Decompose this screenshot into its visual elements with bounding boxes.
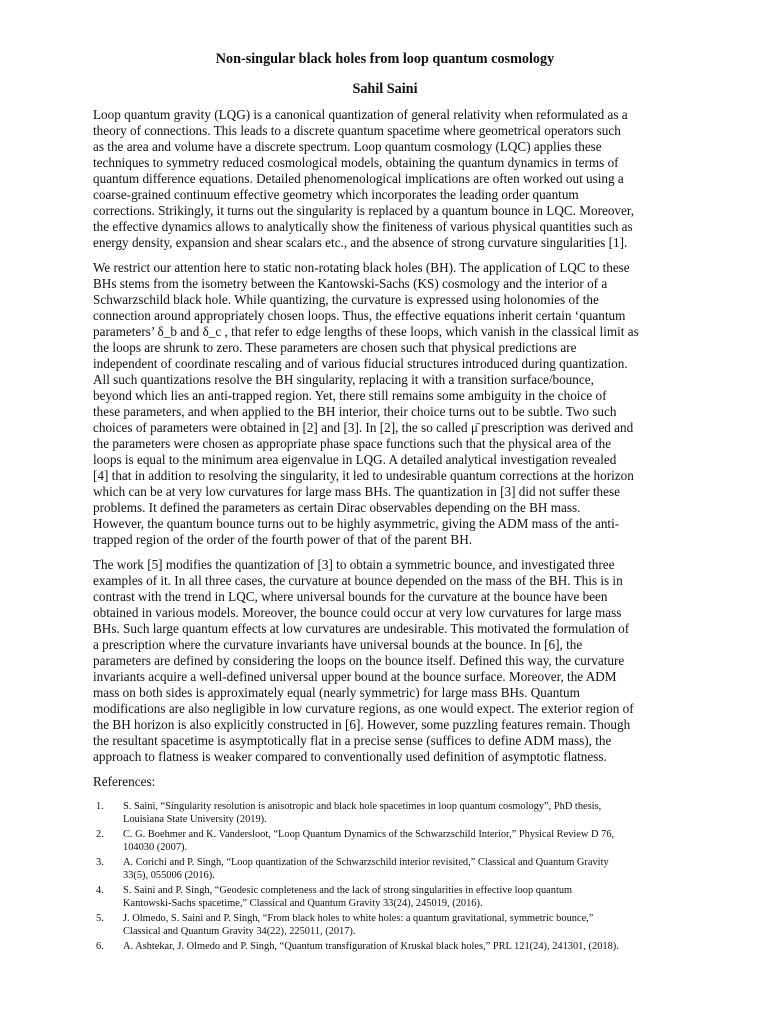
text-line: [4] that in addition to resolving the singularity, it led to undesirable quantum corrections at the horizon [93,468,634,483]
reference-number: 4. [96,885,104,896]
references-heading: References: [93,774,156,789]
text-line: the resultant spacetime is asymptotically flat in a precise sense (suffices to define ADM mass), the [93,733,612,748]
text-line: However, the quantum bounce turns out to be highly asymmetric, giving the ADM mass of the anti- [93,516,620,531]
text-line: which can be at very low curvatures for large mass BHs. The quantization in [3] did not suffer these [93,484,620,499]
text-line: energy density, expansion and shear scalars etc., and the absence of strong curvature singularities [1]. [93,235,628,250]
reference-item [96,941,680,954]
reference-number: 3. [96,857,104,868]
text-line: the loops are shrunk to zero. These parameters are chosen such that physical predictions are [93,340,577,355]
text-line: coarse-grained continuum effective geometry which incorporates the leading order quantum [93,187,579,202]
reference-line: 104030 (2007). [123,841,188,853]
text-line: BHs. Such large quantum effects at low curvatures are undesirable. This motivated the formulation of [93,621,630,636]
text-line: quantum difference equations. Detailed phenomenological implications are often worked out using a [93,171,624,186]
reference-line: S. Saini and P. Singh, “Geodesic completeness and the lack of strong singularities in effective loop quantum [123,885,573,896]
text-line: independent of coordinate rescaling and of various fiducial structures introduced during quantization. [93,356,628,371]
reference-line: S. Saini, “Singularity resolution is anisotropic and black hole spacetimes in loop quantum cosmology”, PhD thesis, [123,801,602,812]
text-line: the BH horizon is also explicitly constructed in [6]. However, some puzzling features remain. Though [93,717,631,732]
text-line: the effective dynamics allows to analytically show the finiteness of various physical quantities such as [93,219,633,234]
reference-item [96,913,680,938]
reference-line: Classical and Quantum Gravity 34(22), 225011, (2017). [123,925,356,937]
text-line: examples of it. In all three cases, the curvature at bounce depended on the mass of the BH. This is in [93,573,623,588]
text-line: The work [5] modifies the quantization of [3] to obtain a symmetric bounce, and investigated three [93,557,615,572]
body-text [93,107,677,765]
reference-line: A. Ashtekar, J. Olmedo and P. Singh, “Quantum transfiguration of Kruskal black holes,” PRL 121(24), 241301, (2018). [123,941,619,952]
text-line: connection around appropriately chosen loops. Thus, the effective equations inherit certain ‘quantum [93,308,626,323]
reference-item [96,801,680,826]
text-line: obtained in various models. Moreover, the bounce could occur at very low curvatures for large mass [93,605,622,620]
author-name: Sahil Saini [352,81,418,97]
text-line: Schwarzschild black hole. While quantizing, the curvature is expressed using holonomies of the [93,292,599,307]
text-line: techniques to symmetry reduced cosmological models, obtaining the quantum dynamics in terms of [93,155,619,170]
text-line: as the area and volume have a discrete spectrum. Loop quantum cosmology (LQC) applies these [93,139,602,154]
text-line: a prescription where the curvature invariants have universal bounds at the bounce. In [6], the [93,637,583,652]
text-line: approach to flatness is weaker compared to conventionally used definition of asymptotic flatness. [93,749,607,764]
text-line: the parameters were chosen as appropriate phase space functions such that the physical area of the [93,436,612,451]
paragraph [93,557,677,765]
text-line: Loop quantum gravity (LQG) is a canonical quantization of general relativity when reformulated as a [93,107,628,122]
reference-number: 5. [96,913,104,924]
reference-item [96,885,680,910]
text-line: corrections. Strikingly, it turns out the singularity is replaced by a quantum bounce in LQC. Moreover, [93,203,635,218]
text-line: invariants acquire a well-defined universal upper bound at the bounce surface. Moreover, the ADM [93,669,617,684]
paper-title: Non-singular black holes from loop quantum cosmology [215,51,555,67]
paragraph [93,107,677,251]
text-line: parameters’ δ_b and δ_c , that refer to edge lengths of these loops, which vanish in the classical limit as [93,324,639,339]
text-line: All such quantizations resolve the BH singularity, replacing it with a transition surface/bounce, [93,372,594,387]
text-line: problems. It defined the parameters as certain Dirac observables depending on the BH mass. [93,500,581,515]
reference-item [96,829,680,854]
reference-line: 33(5), 055006 (2016). [123,869,215,881]
paper-page [93,50,677,957]
reference-line: J. Olmedo, S. Saini and P. Singh, “From black holes to white holes: a quantum gravitational, symmetric bounce,” [123,913,594,924]
paragraph [93,260,677,548]
reference-line: Louisiana State University (2019). [123,813,267,825]
text-line: We restrict our attention here to static non-rotating black holes (BH). The application of LQC to these [93,260,630,275]
text-line: theory of connections. This leads to a discrete quantum spacetime where geometrical operators such [93,123,621,138]
reference-line: C. G. Boehmer and K. Vandersloot, “Loop Quantum Dynamics of the Schwarzschild Interior,” Physical Review D 76, [123,829,615,840]
reference-list [93,801,677,954]
text-line: mass on both sides is approximately equal (nearly symmetric) for large mass BHs. Quantum [93,685,580,700]
text-line: loops is equal to the minimum area eigenvalue in LQG. A detailed analytical investigation revealed [93,452,617,467]
text-line: contrast with the trend in LQC, where universal bounds for the curvature at the bounce have been [93,589,608,604]
text-line: beyond which lies an anti-trapped region. Yet, there still remains some ambiguity in the choice of [93,388,607,403]
text-line: parameters are defined by considering the loops on the bounce itself. Defined this way, the curvature [93,653,625,668]
reference-number: 1. [96,801,104,812]
text-line: BHs stems from the isometry between the Kantowski-Sachs (KS) cosmology and the interior of a [93,276,608,291]
text-line: trapped region of the order of the fourth power of that of the parent BH. [93,532,473,547]
text-line: modifications are also negligible in low curvature regions, as one would expect. The exterior region of [93,701,634,716]
reference-number: 2. [96,829,104,840]
text-line: these parameters, and when applied to the BH interior, their choice turns out to be subtle. Two such [93,404,617,419]
text-line: choices of parameters were obtained in [2] and [3]. In [2], the so called μ̄ prescription was derived and [93,420,634,435]
reference-item [96,857,680,882]
reference-line: A. Corichi and P. Singh, “Loop quantization of the Schwarzschild interior revisited,” Classical and Quantum Gravity [123,857,609,868]
reference-line: Kantowski-Sachs spacetime,” Classical and Quantum Gravity 33(24), 245019, (2016). [123,897,483,909]
reference-number: 6. [96,941,104,952]
